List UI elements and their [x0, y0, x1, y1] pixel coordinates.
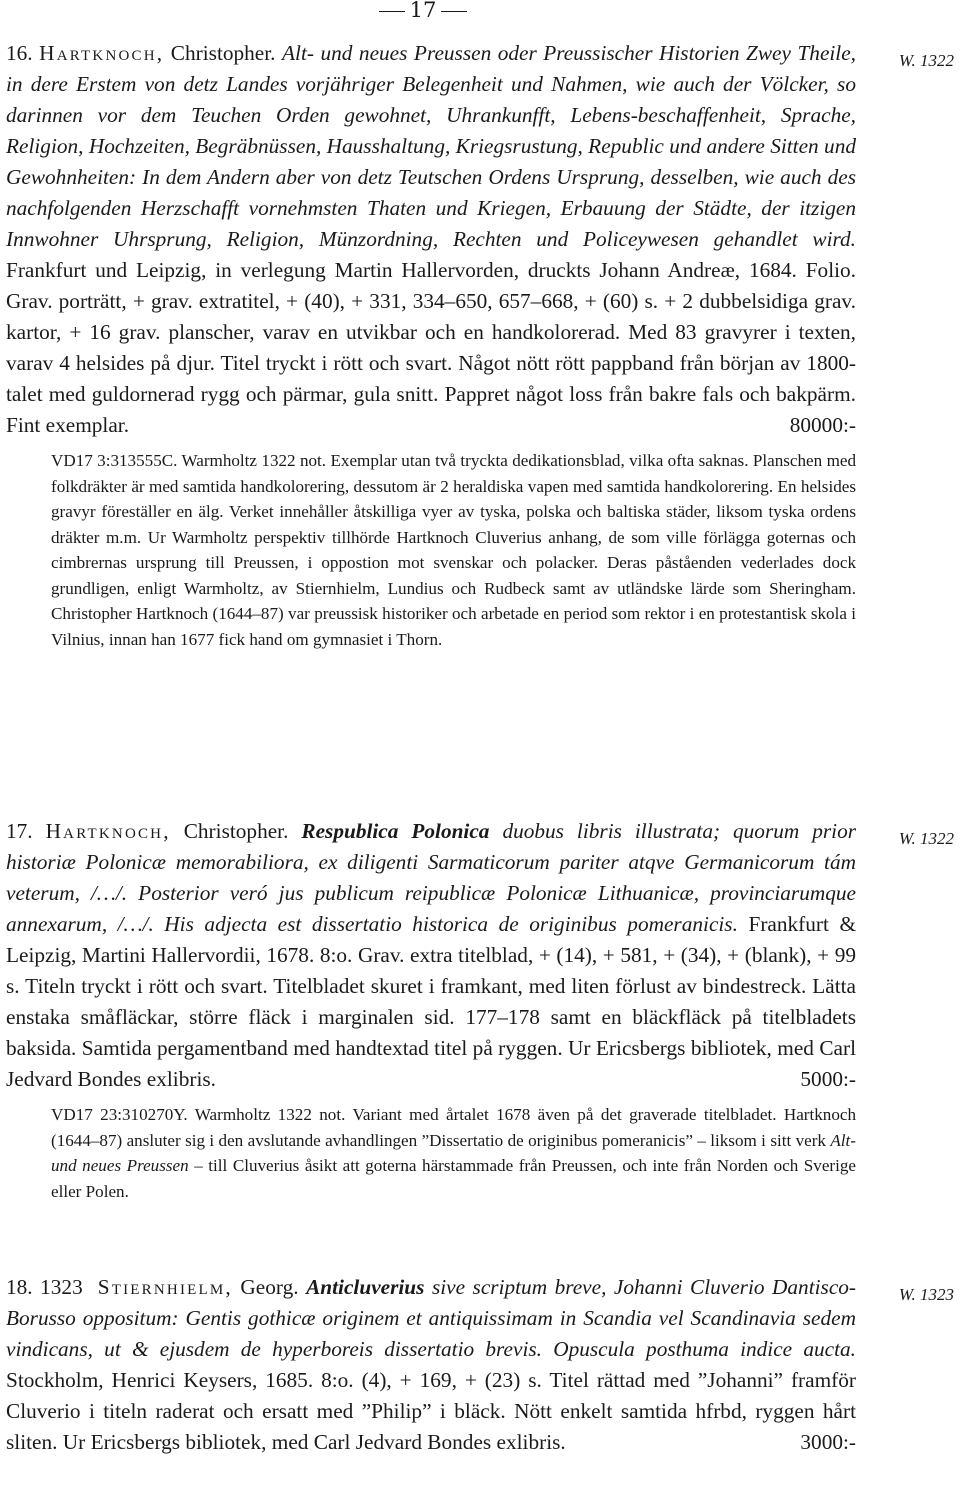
book-title: sive scriptum breve, Johanni Cluverio Dantisco-Borusso oppositum: Gentis gothicæ originem et antiquissimam in Scandia vel Scandinavia sedem vindicans, ut & ejusdem de hyperboreis dissertatio brevis. Opuscula posthuma indice aucta. [6, 1275, 857, 1361]
note-text: VD17 3:313555C. Warmholtz 1322 not. Exemplar utan två tryckta dedikationsblad, vilka ofta saknas. Planschen med folkdräkter är med samtida handkolorering, dessutom är 2 heraldiska vapen med samtida handkolorering. En helsides gravyr föreställer en älg. Verket innehåller åtskilliga vyer av tyska, polska och baltiska städer, liksom tyska ordens dräkter m.m. Ur Warmholtz perspektiv tillhörde Hartknoch Cluverius anhang, de som ville förlägga goternas och cimbrernas ursprung till Preussen, i oppostion mot svenskar och polacker. Deras påståenden vederlades dock grundligen, enligt Warmholtz, av Stiernhielm, Lundius och Rudbeck samt av utländske lärde som Sheringham. Christopher Hartknoch (1644–87) var preussisk historiker och arbetade en period som rektor i en protestantisk skola i Vilnius, innan han 1677 fick hand om gymnasiet i Thorn. [51, 451, 856, 649]
entry-main-text [6, 1272, 856, 1458]
note-text-end: – till Cluverius åsikt att goterna härstammade från Preussen, och inte från Norden och Sverige eller Polen. [51, 1156, 857, 1201]
note-text: VD17 23:310270Y. Warmholtz 1322 not. Variant med årtalet 1678 även på det graverade titelbladet. Hartknoch (1644–87) ansluter sig i den avslutande avhandlingen ”Dissertatio de originibus pomeranicis” – liksom i sitt verk [51, 1105, 856, 1150]
entry-ref-number: 1323 [40, 1275, 83, 1299]
book-title: duobus libris illustrata; quorum prior historiæ Polonicæ memorabiliora, ex diligenti Sarmaticorum pariter atqve Germanicorum tám veterum, /…/. Posterior veró jus publicum reipublicæ Polonicæ Lithuanicæ, provinciarumque annexarum, /…/. His adjecta est dissertatio historica de originibus pomeranicis. [6, 819, 857, 936]
book-title-bold: Respublica Polonica [301, 819, 490, 843]
author-name: Hartknoch, [39, 41, 165, 65]
page-number-text: 17 [409, 0, 437, 22]
author-firstname: Christopher. [183, 819, 289, 843]
entry-note [51, 1102, 856, 1204]
price: 80000:- [789, 413, 856, 437]
note-italic-title: Alt- und neues Preussen [51, 1130, 856, 1175]
rule-right [441, 11, 467, 12]
book-description: Stockholm, Henrici Keysers, 1685. 8:o. (4), + 169, + (23) s. Titel rättad med ”Johanni” framför Cluverio i titeln raderat och ersatt med ”Philip” i bläck. Nött enkelt samtida hfrbd, ryggen hårt sliten. Ur Ericsbergs bibliotek, med Carl Jedvard Bondes exlibris. [6, 1368, 856, 1454]
book-title: Alt- und neues Preussen oder Preussischer Historien Zwey Theile, in dere Erstem von detz Landes vorjähriger Belegenheit und Nahmen, wie auch der Völcker, so darinnen vor dem Teuchen Orden gewohnet, Uhrankunfft, Lebens-beschaffenheit, Sprache, Religion, Hochzeiten, Begräbnüssen, Hausshaltung, Kriegsrustung, Republic und andere Sitten und Gewohnheiten: In dem Andern aber von detz Teutschen Ordens Ursprung, desselben, wie auch des nachfolgenden Herzschafft vornehmsten Thaten und Kriegen, Erbauung der Städte, der itzigen Innwohner Uhrsprung, Religion, Münzordning, Rechten und Policeywesen gehandlet wird. [6, 41, 857, 251]
side-reference-17: W. 1322 [898, 829, 954, 848]
entry-number: 16. [6, 41, 33, 65]
book-title-bold: Anticluverius [306, 1275, 425, 1299]
catalog-entry-18 [6, 1272, 856, 1458]
rule-left [379, 11, 405, 12]
price: 3000:- [800, 1430, 856, 1454]
author-firstname: Georg. [240, 1275, 299, 1299]
book-description: Frankfurt und Leipzig, in verlegung Martin Hallervorden, druckts Johann Andreæ, 1684. Folio. Grav. porträtt, + grav. extratitel, + (40), + 331, 334–650, 657–668, + (60) s. + 2 dubbelsidiga grav. kartor, + 16 grav. planscher, varav en utvikbar och en handkolorerad. Med 83 gravyrer i texten, varav 4 helsides på djur. Titel tryckt i rött och svart. Något nött rött pappband från början av 1800-talet med guldornerad rygg och pärmar, gula snitt. Pappret något loss från bakre fals och bakpärm. Fint exemplar. [6, 258, 856, 437]
entry-number: 18. [6, 1275, 33, 1299]
catalog-entry-16 [6, 38, 856, 652]
price: 5000:- [800, 1067, 856, 1091]
side-reference-16: W. 1322 [898, 51, 954, 70]
author-name: Hartknoch, [45, 819, 171, 843]
author-firstname: Christopher. [170, 41, 276, 65]
author-name: Stiernhielm, [97, 1275, 233, 1299]
catalog-entry-17 [6, 816, 856, 1204]
entry-main-text [6, 816, 856, 1095]
page-number [373, 0, 473, 20]
entry-main-text [6, 38, 856, 441]
entry-note [51, 448, 856, 652]
side-reference-18: W. 1323 [898, 1285, 954, 1304]
entry-number: 17. [6, 819, 33, 843]
book-description: Frankfurt & Leipzig, Martini Hallervordii, 1678. 8:o. Grav. extra titelblad, + (14), + 581, + (34), + (blank), + 99 s. Titeln tryckt i rött och svart. Titelbladet skuret i framkant, med liten förlust av bindestreck. Lätta enstaka småfläckar, större fläck i marginalen sid. 177–178 samt en bläckfläck på titelbladets baksida. Samtida pergamentband med handtextad titel på ryggen. Ur Ericsbergs bibliotek, med Carl Jedvard Bondes exlibris. [6, 912, 857, 1091]
